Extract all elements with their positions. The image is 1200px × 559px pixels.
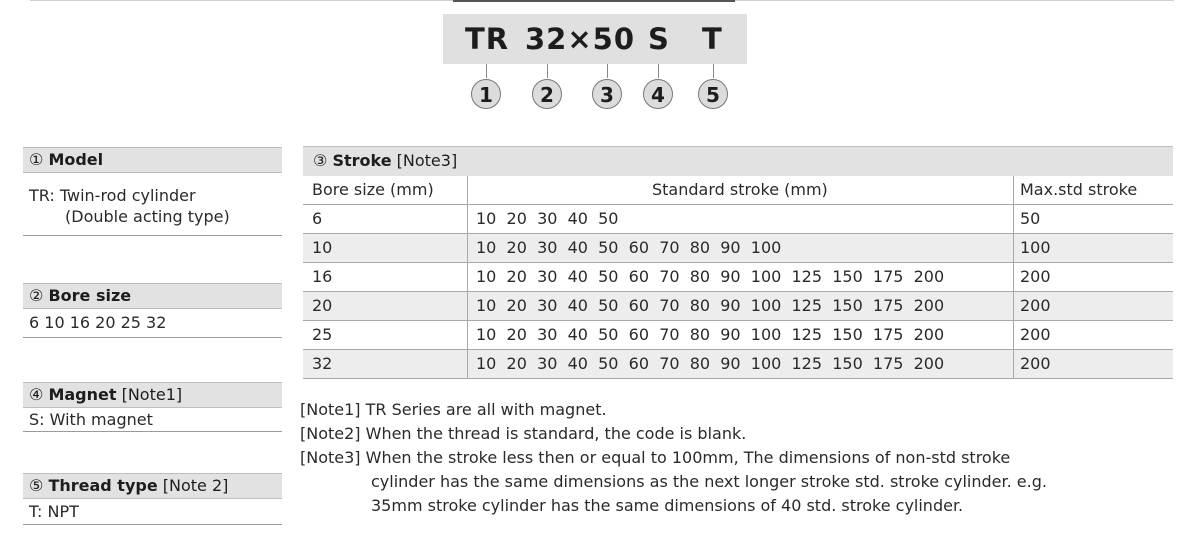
note-3-continued: cylinder has the same dimensions as the next longer stroke std. stroke cylinder. e.g. — [371, 472, 1047, 491]
table-column-divider — [467, 176, 468, 379]
strokes-cell: 10 20 30 40 50 60 70 80 90 100 — [476, 238, 782, 257]
thread-heading — [23, 473, 282, 499]
marker-connector — [486, 64, 487, 78]
table-row — [303, 234, 1173, 263]
marker-connector — [658, 64, 659, 78]
model-description-sub: (Double acting type) — [65, 207, 230, 226]
note-3-continued: 35mm stroke cylinder has the same dimensions of 40 std. stroke cylinder. — [371, 496, 964, 515]
stroke-title: Stroke — [332, 151, 392, 170]
table-column-divider — [1013, 176, 1014, 379]
thread-divider — [23, 524, 282, 525]
table-row — [303, 263, 1173, 292]
marker-connector — [713, 64, 714, 78]
magnet-divider — [23, 431, 282, 432]
stroke-symbol: ③ — [313, 151, 328, 170]
max-stroke-cell: 200 — [1020, 267, 1051, 286]
thread-symbol: ⑤ — [29, 476, 44, 495]
marker-connector — [607, 64, 608, 78]
strokes-cell: 10 20 30 40 50 60 70 80 90 100 125 150 175 200 — [476, 325, 945, 344]
max-stroke-cell: 200 — [1020, 354, 1051, 373]
marker-circle-4: 4 — [643, 79, 673, 109]
table-row — [303, 292, 1173, 321]
note-2: [Note2] When the thread is standard, the code is blank. — [300, 424, 747, 443]
bore-cell: 32 — [312, 354, 333, 373]
strokes-cell: 10 20 30 40 50 60 70 80 90 100 125 150 175 200 — [476, 296, 945, 315]
header-bore: Bore size (mm) — [312, 180, 434, 199]
marker-circle-3: 3 — [592, 79, 622, 109]
bore-cell: 25 — [312, 325, 333, 344]
bore-values: 6 10 16 20 25 32 — [29, 313, 167, 332]
strokes-cell: 10 20 30 40 50 60 70 80 90 100 125 150 175 200 — [476, 267, 945, 286]
marker-circle-5: 5 — [698, 79, 728, 109]
thread-value: T: NPT — [29, 502, 79, 521]
marker-circle-1: 1 — [471, 79, 501, 109]
bore-cell: 6 — [312, 209, 323, 228]
code-part-thread: T — [702, 22, 723, 56]
note-3: [Note3] When the stroke less then or equal to 100mm, The dimensions of non-std stroke — [300, 448, 1011, 467]
strokes-cell: 10 20 30 40 50 60 70 80 90 100 125 150 175 200 — [476, 354, 945, 373]
max-stroke-cell: 50 — [1020, 209, 1041, 228]
bore-cell: 16 — [312, 267, 333, 286]
max-stroke-cell: 200 — [1020, 296, 1051, 315]
thread-title: Thread type — [48, 476, 158, 495]
stroke-header-row — [303, 176, 1173, 205]
code-part-bore-stroke: 32×50 — [525, 22, 636, 56]
code-part-model: TR — [465, 22, 510, 56]
thread-note-ref: [Note 2] — [162, 476, 229, 495]
note-1: [Note1] TR Series are all with magnet. — [300, 400, 607, 419]
header-standard-stroke: Standard stroke (mm) — [652, 180, 828, 199]
max-stroke-cell: 100 — [1020, 238, 1051, 257]
table-row — [303, 350, 1173, 379]
header-max-stroke: Max.std stroke — [1020, 180, 1138, 199]
code-part-magnet: S — [648, 22, 670, 56]
table-row — [303, 205, 1173, 234]
stroke-note-ref: [Note3] — [396, 151, 458, 170]
strokes-cell: 10 20 30 40 50 — [476, 209, 619, 228]
marker-circle-2: 2 — [532, 79, 562, 109]
magnet-value: S: With magnet — [29, 410, 153, 429]
magnet-symbol: ④ — [29, 385, 44, 404]
bore-heading — [23, 283, 282, 309]
magnet-heading — [23, 382, 282, 408]
bore-cell: 20 — [312, 296, 333, 315]
bore-symbol: ② — [29, 286, 44, 305]
magnet-title: Magnet — [48, 385, 117, 404]
model-description: TR: Twin-rod cylinder — [29, 186, 196, 205]
model-title: Model — [48, 150, 104, 169]
model-symbol: ① — [29, 150, 44, 169]
top-accent-bar — [453, 0, 735, 2]
max-stroke-cell: 200 — [1020, 325, 1051, 344]
marker-connector — [547, 64, 548, 78]
magnet-note-ref: [Note1] — [121, 385, 183, 404]
model-divider — [23, 235, 282, 236]
table-row — [303, 321, 1173, 350]
stroke-heading — [303, 146, 1173, 176]
bore-cell: 10 — [312, 238, 333, 257]
model-heading — [23, 147, 282, 173]
bore-title: Bore size — [48, 286, 132, 305]
bore-divider — [23, 337, 282, 338]
